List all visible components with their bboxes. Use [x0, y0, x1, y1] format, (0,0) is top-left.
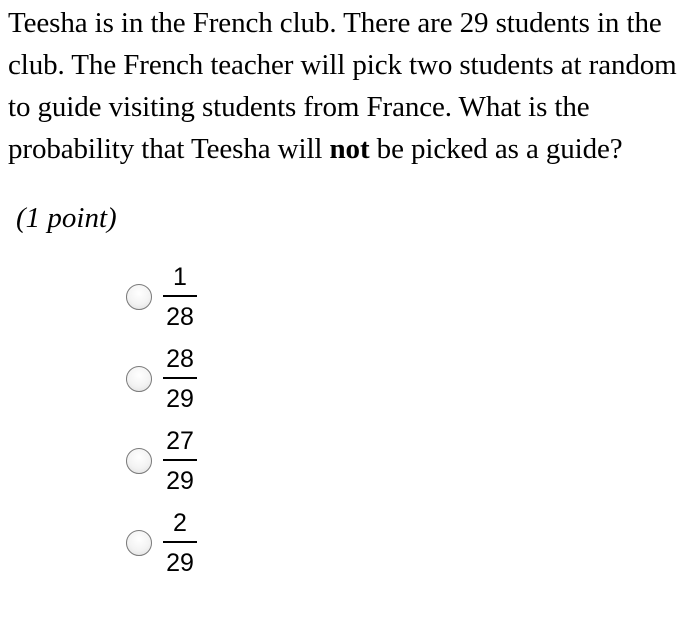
fraction-2	[162, 345, 198, 413]
fraction-2-bar	[163, 377, 197, 379]
answer-option-3[interactable]	[126, 420, 326, 502]
fraction-3-numerator: 27	[166, 427, 194, 455]
fraction-1-denominator: 28	[166, 303, 194, 331]
fraction-1	[162, 263, 198, 331]
fraction-3-denominator: 29	[166, 467, 194, 495]
fraction-4-bar	[163, 541, 197, 543]
radio-button-1[interactable]	[126, 284, 152, 310]
radio-button-4[interactable]	[126, 530, 152, 556]
answer-option-1[interactable]	[126, 256, 326, 338]
question-text	[8, 2, 694, 170]
fraction-1-numerator: 1	[173, 263, 187, 291]
fraction-4	[162, 509, 198, 577]
answer-option-2[interactable]	[126, 338, 326, 420]
fraction-3-bar	[163, 459, 197, 461]
fraction-2-numerator: 28	[166, 345, 194, 373]
radio-button-2[interactable]	[126, 366, 152, 392]
fraction-4-numerator: 2	[173, 509, 187, 537]
fraction-4-denominator: 29	[166, 549, 194, 577]
question-emphasis: not	[329, 133, 370, 165]
radio-button-3[interactable]	[126, 448, 152, 474]
question-text-part2: be picked as a guide?	[369, 133, 623, 165]
answer-option-4[interactable]	[126, 502, 326, 584]
question-text-part1: Teesha is in the French club. There are 29 students in the club. The French teacher will pick two students at random to guide visiting students from France. What is the probability that Teesha will	[8, 7, 677, 165]
fraction-1-bar	[163, 295, 197, 297]
fraction-2-denominator: 29	[166, 385, 194, 413]
point-value: (1 point)	[16, 202, 117, 234]
fraction-3	[162, 427, 198, 495]
answer-options	[126, 256, 326, 584]
